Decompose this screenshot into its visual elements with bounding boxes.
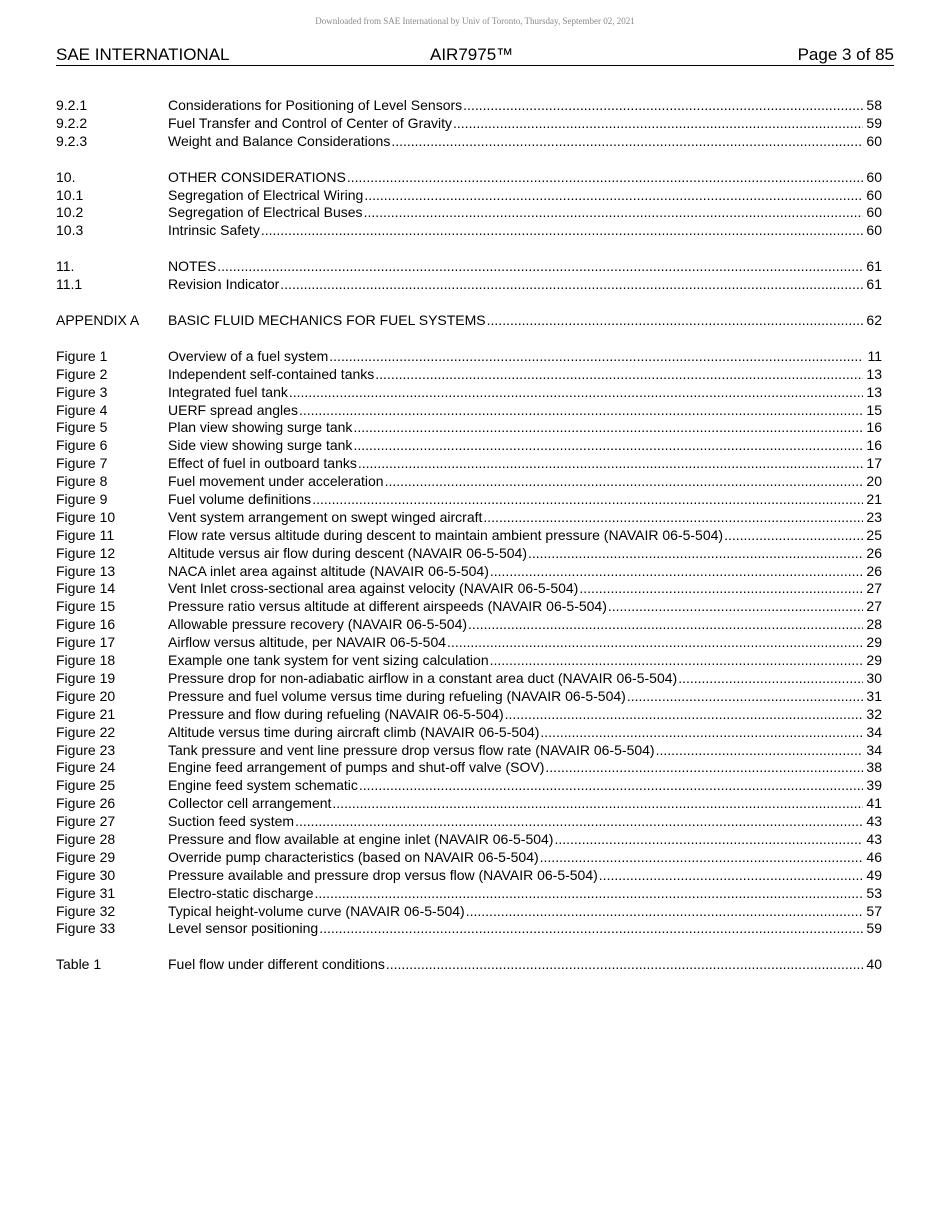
dot-leader	[505, 706, 863, 724]
toc-entry-page: 32	[866, 705, 882, 722]
toc-entry[interactable]	[56, 813, 882, 831]
toc-entry-number: Figure 22	[56, 723, 116, 740]
toc-entry[interactable]	[56, 348, 882, 366]
toc-entry[interactable]	[56, 759, 882, 777]
toc-entry-page: 34	[866, 741, 882, 758]
toc-entry-number: Figure 27	[56, 813, 116, 830]
toc-entry-title: UERF spread angles	[168, 401, 298, 418]
toc-entry-title: Engine feed system schematic	[168, 777, 358, 794]
toc-entry-title: NOTES	[168, 258, 217, 275]
toc-entry[interactable]	[56, 187, 882, 205]
toc-entry-title: OTHER CONSIDERATIONS	[168, 168, 346, 185]
toc-entry[interactable]	[56, 312, 882, 330]
toc-entry-title: Flow rate versus altitude during descent to maintain ambient pressure (NAVAIR 06-5-504)	[168, 526, 724, 543]
toc-entry-title: Side view showing surge tank	[168, 437, 353, 454]
dot-leader	[386, 956, 863, 974]
toc-entry-page: 16	[866, 419, 882, 436]
toc-entry-number: Figure 1	[56, 347, 108, 364]
toc-entry[interactable]	[56, 276, 882, 294]
toc-entry[interactable]	[56, 455, 882, 473]
toc-entry[interactable]	[56, 903, 882, 921]
toc-entry[interactable]	[56, 849, 882, 867]
toc-entry[interactable]	[56, 204, 882, 222]
toc-entry-title: Integrated fuel tank	[168, 383, 288, 400]
toc-entry-title: Revision Indicator	[168, 276, 280, 293]
toc-entry[interactable]	[56, 97, 882, 115]
dot-leader	[391, 133, 863, 151]
dot-leader	[656, 742, 863, 760]
dot-leader	[554, 831, 863, 849]
toc-entry[interactable]	[56, 402, 882, 420]
toc-entry-title: Engine feed arrangement of pumps and shut-off valve (SOV)	[168, 759, 545, 776]
toc-entry-number: Figure 30	[56, 866, 116, 883]
toc-entry-number: Figure 20	[56, 687, 116, 704]
dot-leader	[299, 402, 863, 420]
dot-leader	[359, 777, 863, 795]
toc-entry-page: 60	[866, 168, 882, 185]
dot-leader	[540, 724, 863, 742]
dot-leader	[332, 795, 863, 813]
toc-entry-title: Segregation of Electrical Wiring	[168, 186, 364, 203]
toc-entry-page: 17	[866, 455, 882, 472]
toc-entry-number: 11.	[56, 258, 75, 275]
toc-entry-title: Example one tank system for vent sizing calculation	[168, 652, 489, 669]
toc-entry[interactable]	[56, 652, 882, 670]
toc-entry[interactable]	[56, 133, 882, 151]
table-of-contents	[56, 97, 882, 992]
toc-entry-title: Pressure and flow available at engine inlet (NAVAIR 06-5-504)	[168, 830, 554, 847]
toc-entry-number: Table 1	[56, 956, 102, 973]
toc-group	[56, 97, 882, 151]
toc-entry-number: Figure 24	[56, 759, 116, 776]
toc-entry-number: Figure 3	[56, 383, 108, 400]
toc-entry[interactable]	[56, 258, 882, 276]
toc-entry-title: Level sensor positioning	[168, 920, 319, 937]
toc-group	[56, 258, 882, 294]
toc-entry-page: 53	[866, 884, 882, 901]
dot-leader	[353, 419, 863, 437]
toc-entry-number: Figure 4	[56, 401, 108, 418]
toc-entry-number: Figure 12	[56, 544, 116, 561]
toc-entry-page: 26	[866, 544, 882, 561]
toc-entry-page: 16	[866, 437, 882, 454]
toc-entry-title: Pressure and fuel volume versus time during refueling (NAVAIR 06-5-504)	[168, 687, 626, 704]
toc-entry-page: 61	[866, 276, 882, 293]
dot-leader	[724, 527, 863, 545]
dot-leader	[364, 204, 863, 222]
dot-leader	[319, 920, 863, 938]
toc-entry-title: Airflow versus altitude, per NAVAIR 06-5-504	[168, 634, 447, 651]
toc-entry-number: Figure 21	[56, 705, 116, 722]
toc-entry-number: 11.1	[56, 276, 83, 293]
header-page-number: Page 3 of 85	[797, 45, 894, 64]
page-header	[56, 45, 894, 66]
dot-leader	[463, 97, 863, 115]
toc-entry-number: 9.2.3	[56, 132, 88, 149]
toc-entry-title: Intrinsic Safety	[168, 222, 260, 239]
toc-entry[interactable]	[56, 867, 882, 885]
toc-entry[interactable]	[56, 724, 882, 742]
toc-entry-page: 15	[866, 401, 882, 418]
toc-entry[interactable]	[56, 795, 882, 813]
toc-entry-number: 9.2.1	[56, 97, 88, 113]
toc-entry[interactable]	[56, 169, 882, 187]
toc-entry[interactable]	[56, 580, 882, 598]
toc-entry[interactable]	[56, 115, 882, 133]
toc-entry[interactable]	[56, 670, 882, 688]
dot-leader	[453, 115, 863, 133]
toc-entry-page: 23	[866, 508, 882, 525]
toc-entry-title: Fuel volume definitions	[168, 491, 312, 508]
toc-entry-title: Weight and Balance Considerations	[168, 132, 391, 149]
dot-leader	[678, 670, 863, 688]
toc-entry[interactable]	[56, 437, 882, 455]
toc-entry-number: 10.	[56, 168, 76, 185]
toc-entry-page: 61	[866, 258, 882, 275]
toc-entry-number: Figure 13	[56, 562, 116, 579]
toc-entry[interactable]	[56, 527, 882, 545]
dot-leader	[312, 491, 863, 509]
toc-entry-page: 46	[866, 848, 882, 865]
toc-entry-number: Figure 29	[56, 848, 116, 865]
toc-entry-title: Overview of a fuel system	[168, 347, 329, 364]
toc-entry-title: Altitude versus time during aircraft climb (NAVAIR 06-5-504)	[168, 723, 540, 740]
toc-entry-page: 60	[866, 186, 882, 203]
dot-leader	[528, 545, 863, 563]
toc-entry-title: Fuel flow under different conditions	[168, 956, 385, 973]
toc-entry-page: 31	[866, 687, 882, 704]
dot-leader	[608, 598, 863, 616]
toc-entry[interactable]	[56, 706, 882, 724]
toc-entry-page: 57	[866, 902, 882, 919]
toc-entry-title: Segregation of Electrical Buses	[168, 204, 363, 221]
toc-entry-page: 40	[866, 956, 882, 973]
dot-leader	[579, 580, 863, 598]
toc-entry-title: Pressure and flow during refueling (NAVAIR 06-5-504)	[168, 705, 504, 722]
toc-entry[interactable]	[56, 598, 882, 616]
toc-entry[interactable]	[56, 616, 882, 634]
toc-entry-page: 43	[866, 813, 882, 830]
toc-entry-title: Vent system arrangement on swept winged aircraft	[168, 508, 483, 525]
dot-leader	[545, 759, 863, 777]
toc-entry-page: 21	[866, 491, 882, 508]
toc-entry-number: Figure 25	[56, 777, 116, 794]
dot-leader	[347, 169, 863, 187]
dot-leader	[599, 867, 863, 885]
toc-entry-number: Figure 19	[56, 669, 116, 686]
toc-entry-number: APPENDIX A	[56, 312, 140, 329]
dot-leader	[466, 903, 863, 921]
toc-entry-page: 28	[866, 616, 882, 633]
toc-entry[interactable]	[56, 920, 882, 938]
dot-leader	[315, 885, 863, 903]
dot-leader	[375, 366, 863, 384]
toc-entry-title: Pressure ratio versus altitude at different airspeeds (NAVAIR 06-5-504)	[168, 598, 607, 615]
toc-entry-page: 26	[866, 562, 882, 579]
toc-entry-page: 60	[866, 222, 882, 239]
dot-leader	[447, 634, 863, 652]
toc-entry[interactable]	[56, 563, 882, 581]
toc-entry-title: Suction feed system	[168, 813, 295, 830]
dot-leader	[289, 384, 863, 402]
toc-entry-number: Figure 18	[56, 652, 116, 669]
toc-entry-number: 10.2	[56, 204, 84, 221]
toc-entry-page: 30	[866, 669, 882, 686]
toc-entry-page: 27	[866, 598, 882, 615]
toc-entry-title: BASIC FLUID MECHANICS FOR FUEL SYSTEMS	[168, 312, 486, 329]
toc-entry-title: Pressure available and pressure drop versus flow (NAVAIR 06-5-504)	[168, 866, 598, 883]
download-watermark: Downloaded from SAE International by Univ of Toronto, Thursday, September 02, 2021	[315, 16, 635, 26]
toc-entry-number: Figure 23	[56, 741, 116, 758]
toc-entry[interactable]	[56, 634, 882, 652]
toc-entry[interactable]	[56, 742, 882, 760]
toc-entry-page: 59	[866, 114, 882, 131]
toc-entry-title: Independent self-contained tanks	[168, 365, 375, 382]
toc-entry-title: Altitude versus air flow during descent (NAVAIR 06-5-504)	[168, 544, 527, 561]
toc-entry-number: Figure 14	[56, 580, 116, 597]
toc-entry-number: Figure 2	[56, 365, 108, 382]
toc-entry[interactable]	[56, 885, 882, 903]
toc-entry-number: 10.3	[56, 222, 84, 239]
toc-entry[interactable]	[56, 473, 882, 491]
toc-entry[interactable]	[56, 222, 882, 240]
toc-entry-page: 27	[866, 580, 882, 597]
toc-entry-number: Figure 28	[56, 830, 116, 847]
toc-entry[interactable]	[56, 366, 882, 384]
toc-group	[56, 956, 882, 974]
toc-entry-page: 49	[866, 866, 882, 883]
toc-entry[interactable]	[56, 491, 882, 509]
toc-entry[interactable]	[56, 831, 882, 849]
toc-entry[interactable]	[56, 688, 882, 706]
toc-entry-title: NACA inlet area against altitude (NAVAIR 06-5-504)	[168, 562, 489, 579]
toc-entry-number: Figure 32	[56, 902, 116, 919]
toc-entry-page: 60	[866, 132, 882, 149]
toc-group	[56, 348, 882, 938]
dot-leader	[483, 509, 863, 527]
dot-leader	[490, 652, 863, 670]
toc-entry-title: Override pump characteristics (based on NAVAIR 06-5-504)	[168, 848, 539, 865]
toc-entry-number: 9.2.2	[56, 114, 88, 131]
dot-leader	[358, 455, 863, 473]
toc-entry[interactable]	[56, 777, 882, 795]
toc-entry-title: Vent Inlet cross-sectional area against velocity (NAVAIR 06-5-504)	[168, 580, 579, 597]
toc-entry[interactable]	[56, 956, 882, 974]
toc-entry[interactable]	[56, 419, 882, 437]
toc-entry-page: 13	[866, 365, 882, 382]
toc-entry-number: Figure 10	[56, 508, 116, 525]
header-organization: SAE INTERNATIONAL	[56, 45, 230, 64]
dot-leader	[627, 688, 863, 706]
toc-entry-number: Figure 8	[56, 473, 108, 490]
dot-leader	[487, 312, 863, 330]
dot-leader	[364, 187, 863, 205]
header-document-id: AIR7975™	[430, 45, 514, 64]
toc-entry-number: Figure 9	[56, 491, 108, 508]
dot-leader	[468, 616, 863, 634]
toc-entry-number: Figure 6	[56, 437, 108, 454]
toc-entry-page: 39	[866, 777, 882, 794]
toc-entry[interactable]	[56, 509, 882, 527]
toc-entry-title: Plan view showing surge tank	[168, 419, 353, 436]
toc-entry-page: 20	[866, 473, 882, 490]
dot-leader	[261, 222, 863, 240]
toc-entry-number: Figure 33	[56, 920, 116, 937]
dot-leader	[540, 849, 863, 867]
toc-entry-title: Typical height-volume curve (NAVAIR 06-5-504)	[168, 902, 465, 919]
toc-entry-number: Figure 31	[56, 884, 116, 901]
dot-leader	[217, 258, 863, 276]
toc-entry-title: Considerations for Positioning of Level Sensors	[168, 97, 463, 113]
toc-entry[interactable]	[56, 384, 882, 402]
dot-leader	[329, 348, 863, 366]
toc-group	[56, 312, 882, 330]
toc-entry-title: Effect of fuel in outboard tanks	[168, 455, 357, 472]
toc-entry-number: 10.1	[56, 186, 84, 203]
toc-entry-number: Figure 16	[56, 616, 116, 633]
dot-leader	[490, 563, 863, 581]
toc-entry-title: Collector cell arrangement	[168, 795, 332, 812]
toc-entry-number: Figure 11	[56, 526, 115, 543]
toc-entry-title: Pressure drop for non-adiabatic airflow in a constant area duct (NAVAIR 06-5-504)	[168, 669, 678, 686]
toc-entry-title: Fuel movement under acceleration	[168, 473, 384, 490]
toc-entry-page: 25	[866, 526, 882, 543]
toc-entry-page: 43	[866, 830, 882, 847]
toc-entry-page: 34	[866, 723, 882, 740]
dot-leader	[385, 473, 863, 491]
toc-entry-page: 29	[866, 634, 882, 651]
toc-entry-number: Figure 26	[56, 795, 116, 812]
toc-entry-page: 58	[866, 97, 882, 113]
toc-entry-page: 60	[866, 204, 882, 221]
toc-entry-page: 59	[866, 920, 882, 937]
toc-entry-title: Allowable pressure recovery (NAVAIR 06-5-504)	[168, 616, 468, 633]
dot-leader	[353, 437, 863, 455]
toc-entry-page: 38	[866, 759, 882, 776]
toc-entry-title: Electro-static discharge	[168, 884, 314, 901]
toc-entry[interactable]	[56, 545, 882, 563]
dot-leader	[280, 276, 863, 294]
toc-entry-number: Figure 7	[56, 455, 108, 472]
toc-entry-title: Fuel Transfer and Control of Center of Gravity	[168, 114, 453, 131]
toc-entry-page: 13	[866, 383, 882, 400]
toc-entry-page: 11	[867, 347, 882, 364]
toc-group	[56, 169, 882, 241]
toc-entry-page: 62	[866, 312, 882, 329]
toc-entry-number: Figure 15	[56, 598, 116, 615]
toc-entry-number: Figure 17	[56, 634, 116, 651]
toc-entry-page: 29	[866, 652, 882, 669]
dot-leader	[295, 813, 863, 831]
toc-entry-number: Figure 5	[56, 419, 108, 436]
toc-entry-title: Tank pressure and vent line pressure drop versus flow rate (NAVAIR 06-5-504)	[168, 741, 655, 758]
toc-entry-page: 41	[866, 795, 882, 812]
